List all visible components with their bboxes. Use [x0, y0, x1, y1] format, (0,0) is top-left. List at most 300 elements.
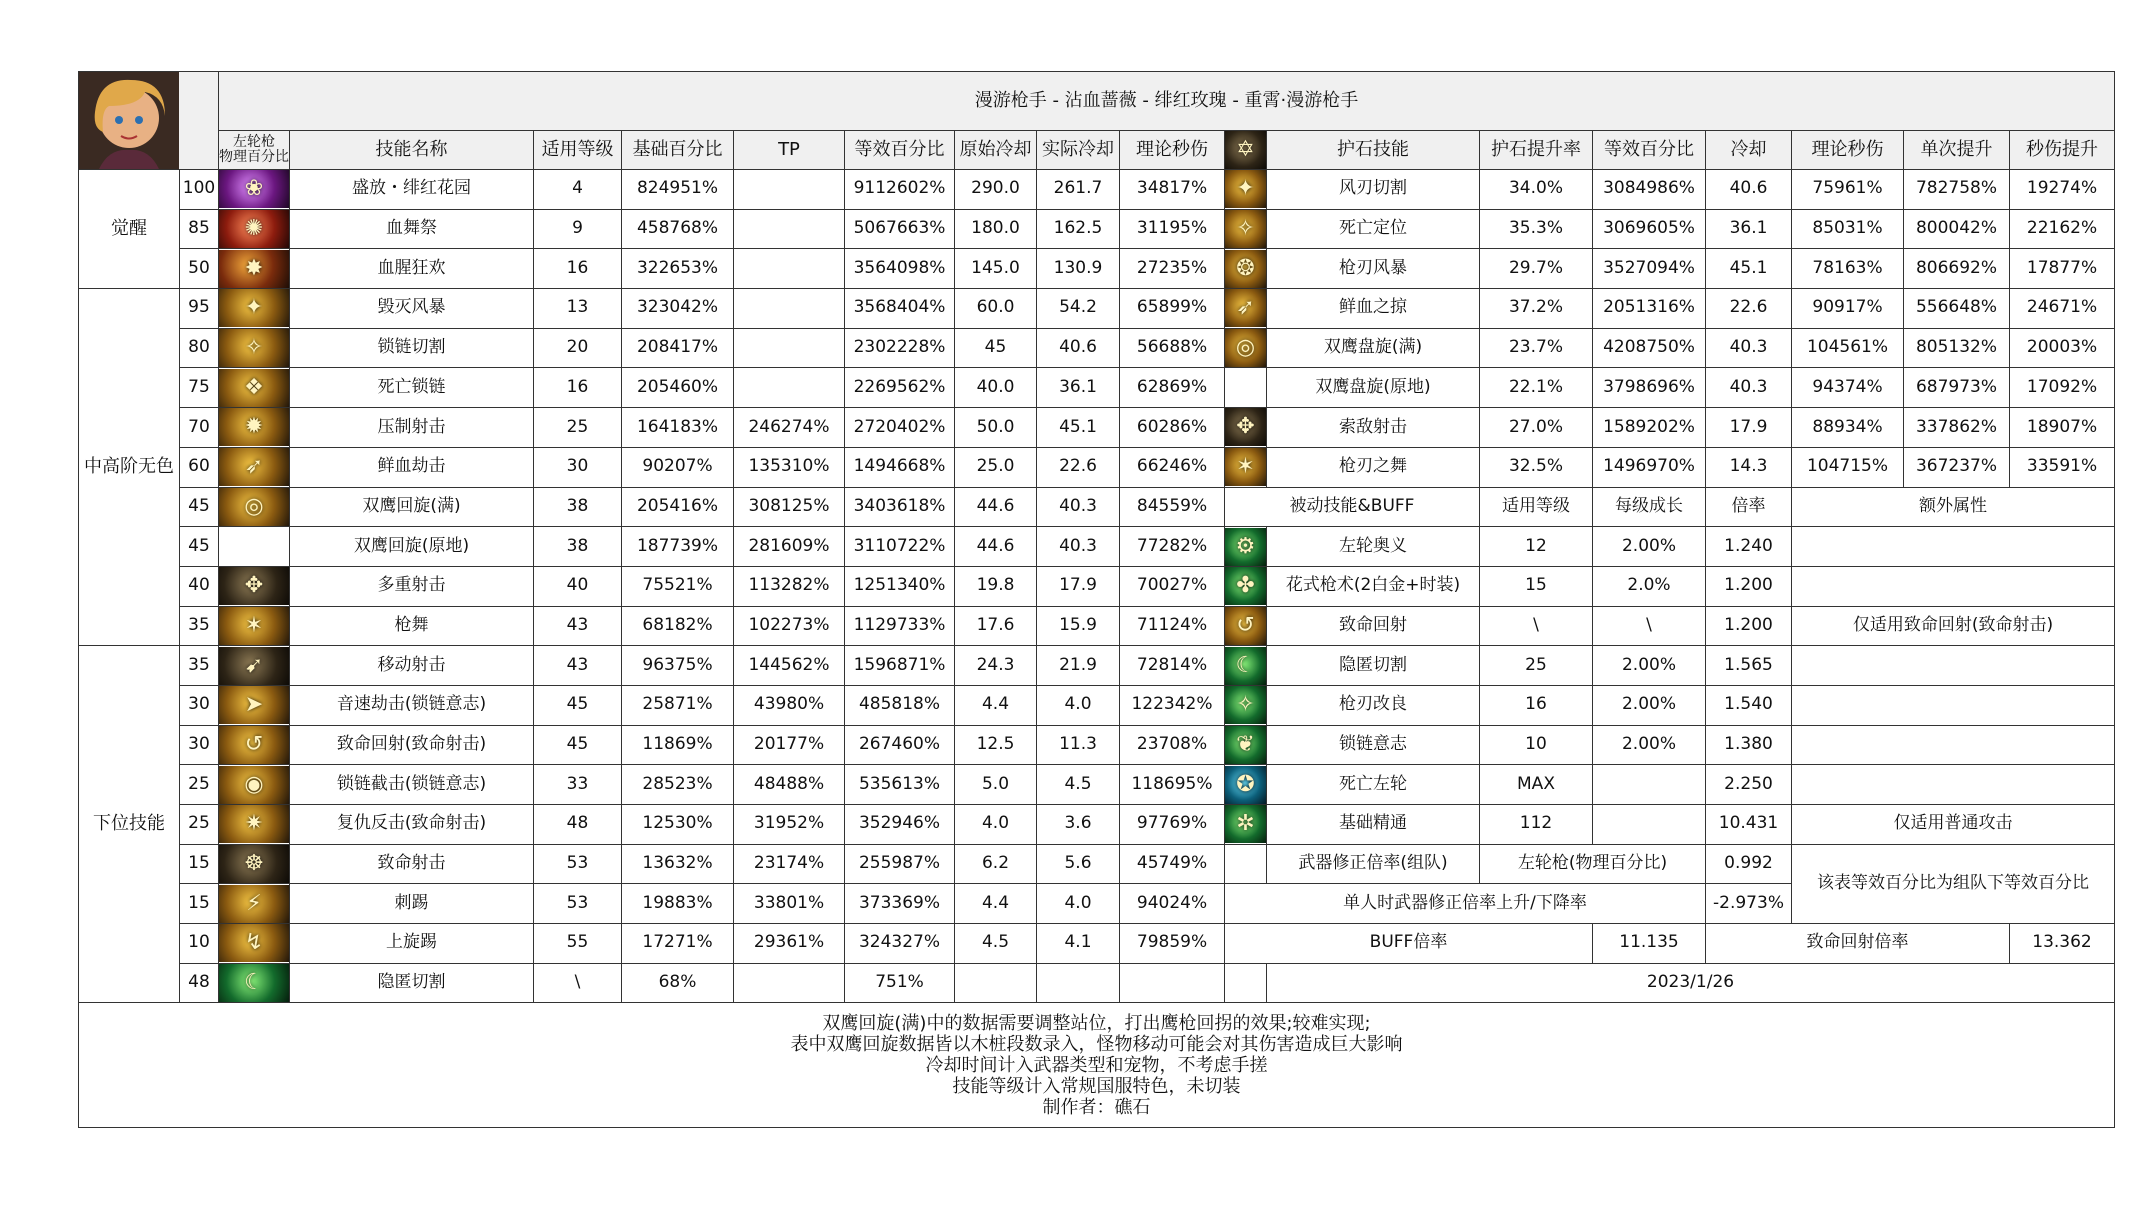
- skill-base-pct: 187739%: [622, 527, 734, 567]
- talisman-equiv: 3069605%: [1593, 209, 1706, 249]
- skill-icon-cell: [219, 566, 290, 606]
- skill-name: 上旋踢: [290, 924, 534, 964]
- skill-orig-cd: 12.5: [955, 725, 1037, 765]
- icon-glyph: ⚙: [1235, 533, 1256, 559]
- skill-orig-cd: 25.0: [955, 447, 1037, 487]
- passive-icon-cell: [1225, 765, 1267, 805]
- icon-glyph: ✥: [244, 573, 264, 599]
- skill-orig-cd: 50.0: [955, 408, 1037, 448]
- passive-mult: 1.565: [1706, 646, 1792, 686]
- icon-glyph: ◎: [244, 493, 264, 519]
- skill-level: 9: [534, 209, 622, 249]
- skill-dps: 34817%: [1120, 170, 1225, 210]
- blade-wind-cut-icon: [1225, 170, 1266, 208]
- table-row: [79, 765, 2115, 805]
- passive-growth: 2.00%: [1593, 527, 1706, 567]
- icon-glyph: ✸: [244, 255, 264, 281]
- passive-mult: 10.431: [1706, 805, 1792, 845]
- skill-base-pct: 205460%: [622, 368, 734, 408]
- skill-orig-cd: 4.0: [955, 805, 1037, 845]
- rising-kick-icon: [219, 924, 289, 962]
- skill-tp: 144562%: [734, 646, 845, 686]
- icon-glyph: ✷: [244, 811, 264, 837]
- icon-glyph: ↺: [244, 731, 264, 757]
- skill-base-pct: 164183%: [622, 408, 734, 448]
- skill-icon-cell: [219, 249, 290, 289]
- destruction-storm-icon: [219, 289, 289, 327]
- talisman-cd: 40.6: [1706, 170, 1792, 210]
- twin-eagle-full-icon: [219, 488, 289, 526]
- passive-mult: 1.240: [1706, 527, 1792, 567]
- twin-eagle-talisman-icon: [1225, 329, 1266, 367]
- icon-glyph: ➶: [244, 454, 264, 480]
- icon-glyph: ❀: [244, 176, 264, 202]
- header-talisman-icon: [1225, 131, 1267, 170]
- hidden-slash-icon: [219, 964, 289, 1002]
- talisman-dps-up: 33591%: [2010, 447, 2115, 487]
- skill-weapon-level: 100: [180, 170, 219, 210]
- skill-tp: [734, 249, 845, 289]
- passive-header-extra: 额外属性: [1792, 487, 2115, 527]
- passive-mult: 1.200: [1706, 606, 1792, 646]
- header-weapon-pct: [219, 131, 290, 170]
- skill-equiv-pct: 535613%: [845, 765, 955, 805]
- talisman-single: 806692%: [1904, 249, 2010, 289]
- talisman-dps: 75961%: [1792, 170, 1904, 210]
- skill-weapon-level: 45: [180, 527, 219, 567]
- empty-icon-cell: [1225, 844, 1267, 884]
- skill-icon-cell: [219, 289, 290, 329]
- icon-glyph: ✲: [1236, 811, 1255, 837]
- talisman-rate: 37.2%: [1480, 289, 1593, 329]
- skill-icon-cell: [219, 487, 290, 527]
- table-row: [79, 725, 2115, 765]
- skill-real-cd: 15.9: [1037, 606, 1120, 646]
- buff-rate-value: 11.135: [1593, 924, 1706, 964]
- passive-level: 112: [1480, 805, 1593, 845]
- skill-tp: [734, 368, 845, 408]
- passive-header-name: 被动技能&BUFF: [1225, 487, 1480, 527]
- skill-real-cd: 4.0: [1037, 884, 1120, 924]
- skill-weapon-level: 25: [180, 805, 219, 845]
- skill-real-cd: 40.3: [1037, 527, 1120, 567]
- solo-correction-label: 单人时武器修正倍率上升/下降率: [1225, 884, 1706, 924]
- death-locate-icon: [1225, 210, 1266, 248]
- icon-glyph: ✧: [244, 335, 264, 361]
- talisman-single: 687973%: [1904, 368, 2010, 408]
- skill-name: 枪舞: [290, 606, 534, 646]
- skill-weapon-level: 35: [180, 646, 219, 686]
- skill-icon-cell: [219, 527, 290, 567]
- skill-weapon-level: 25: [180, 765, 219, 805]
- table-row: [79, 963, 2115, 1003]
- header-dps: 理论秒伤: [1120, 131, 1225, 170]
- table-row: [79, 209, 2115, 249]
- skill-icon-cell: [219, 884, 290, 924]
- talisman-dps-up: 17092%: [2010, 368, 2115, 408]
- passive-icon-cell: [1225, 566, 1267, 606]
- solo-correction-value: -2.973%: [1706, 884, 1792, 924]
- icon-glyph: ➶: [1236, 295, 1255, 321]
- talisman-dps-up: 22162%: [2010, 209, 2115, 249]
- skill-weapon-level: 48: [180, 963, 219, 1003]
- group-label: 中高阶无色: [79, 289, 180, 646]
- talisman-cd: 40.3: [1706, 368, 1792, 408]
- skill-tp: [734, 209, 845, 249]
- multi-shot-icon: [219, 567, 289, 605]
- talisman-icon-cell: [1225, 368, 1267, 408]
- passive-mult: 2.250: [1706, 765, 1792, 805]
- skill-level: 55: [534, 924, 622, 964]
- skill-name: 双鹰回旋(满): [290, 487, 534, 527]
- table-row: [79, 685, 2115, 725]
- skill-tp: [734, 963, 845, 1003]
- talisman-cd: 17.9: [1706, 408, 1792, 448]
- talisman-dps-up: 17877%: [2010, 249, 2115, 289]
- skill-icon-cell: [219, 963, 290, 1003]
- skill-equiv-pct: 3564098%: [845, 249, 955, 289]
- skill-equiv-pct: 3403618%: [845, 487, 955, 527]
- skill-equiv-pct: 2269562%: [845, 368, 955, 408]
- skill-level: 53: [534, 884, 622, 924]
- skill-dps: 27235%: [1120, 249, 1225, 289]
- skill-real-cd: 5.6: [1037, 844, 1120, 884]
- skill-base-pct: 68182%: [622, 606, 734, 646]
- header-weapon-line2: 物理百分比: [219, 149, 289, 165]
- skill-weapon-level: 15: [180, 884, 219, 924]
- skill-level: 4: [534, 170, 622, 210]
- date-cell: 2023/1/26: [1267, 963, 2115, 1003]
- skill-orig-cd: 17.6: [955, 606, 1037, 646]
- gun-dance-icon: [219, 607, 289, 645]
- weapon-correction-label: 武器修正倍率(组队): [1267, 844, 1480, 884]
- skill-level: 48: [534, 805, 622, 845]
- skill-equiv-pct: 2720402%: [845, 408, 955, 448]
- skill-equiv-pct: 324327%: [845, 924, 955, 964]
- passive-header-mult: 倍率: [1706, 487, 1792, 527]
- skill-tp: 308125%: [734, 487, 845, 527]
- header-equiv-pct: 等效百分比: [845, 131, 955, 170]
- skill-name: 双鹰回旋(原地): [290, 527, 534, 567]
- icon-glyph: ◉: [244, 771, 264, 797]
- skill-orig-cd: 4.4: [955, 685, 1037, 725]
- passive-extra: [1792, 646, 2115, 686]
- passive-growth: 2.00%: [1593, 725, 1706, 765]
- skill-dps: 118695%: [1120, 765, 1225, 805]
- skill-weapon-level: 95: [180, 289, 219, 329]
- passive-growth: [1593, 765, 1706, 805]
- skill-equiv-pct: 3110722%: [845, 527, 955, 567]
- skill-level: 45: [534, 685, 622, 725]
- talisman-equiv: 3084986%: [1593, 170, 1706, 210]
- skill-real-cd: 4.0: [1037, 685, 1120, 725]
- skill-base-pct: 68%: [622, 963, 734, 1003]
- skill-dps: 122342%: [1120, 685, 1225, 725]
- skill-dps: 56688%: [1120, 328, 1225, 368]
- header-talisman-skill: 护石技能: [1267, 131, 1480, 170]
- passive-icon-cell: [1225, 527, 1267, 567]
- note-line: 技能等级计入常规国服特色，未切装: [952, 1075, 1241, 1097]
- skill-dps: 60286%: [1120, 408, 1225, 448]
- skill-real-cd: 21.9: [1037, 646, 1120, 686]
- skill-level: 30: [534, 447, 622, 487]
- skill-real-cd: 4.5: [1037, 765, 1120, 805]
- passive-mult: 1.200: [1706, 566, 1792, 606]
- skill-name: 移动射击: [290, 646, 534, 686]
- icon-glyph: ✧: [1236, 692, 1255, 718]
- table-row: [79, 368, 2115, 408]
- skill-icon-cell: [219, 368, 290, 408]
- skill-tp: 33801%: [734, 884, 845, 924]
- passive-extra: [1792, 765, 2115, 805]
- chain-will-icon: [1225, 726, 1266, 764]
- talisman-equiv: 3527094%: [1593, 249, 1706, 289]
- passive-name: 锁链意志: [1267, 725, 1480, 765]
- passive-growth: 2.00%: [1593, 685, 1706, 725]
- talisman-rate: 29.7%: [1480, 249, 1593, 289]
- skill-tp: 135310%: [734, 447, 845, 487]
- stab-kick-icon: [219, 885, 289, 923]
- skill-level: 20: [534, 328, 622, 368]
- table-row: [79, 170, 2115, 210]
- skill-base-pct: 96375%: [622, 646, 734, 686]
- passive-icon-cell: [1225, 805, 1267, 845]
- skill-level: 33: [534, 765, 622, 805]
- skill-weapon-level: 40: [180, 566, 219, 606]
- table-row: [79, 487, 2115, 527]
- skill-base-pct: 90207%: [622, 447, 734, 487]
- talisman-rate: 22.1%: [1480, 368, 1593, 408]
- note-line: 表中双鹰回旋数据皆以木桩段数录入，怪物移动可能会对其伤害造成巨大影响: [790, 1033, 1403, 1055]
- skill-base-pct: 13632%: [622, 844, 734, 884]
- skill-weapon-level: 60: [180, 447, 219, 487]
- skill-weapon-level: 50: [180, 249, 219, 289]
- fatal-rate-label: 致命回射倍率: [1706, 924, 2010, 964]
- table-row: [79, 606, 2115, 646]
- skill-equiv-pct: 373369%: [845, 884, 955, 924]
- skill-weapon-level: 15: [180, 844, 219, 884]
- skill-level: 16: [534, 249, 622, 289]
- talisman-rate: 27.0%: [1480, 408, 1593, 448]
- revenge-counter-icon: [219, 805, 289, 843]
- skill-orig-cd: 60.0: [955, 289, 1037, 329]
- talisman-cd: 40.3: [1706, 328, 1792, 368]
- weapon-correction-weapon: 左轮枪(物理百分比): [1480, 844, 1706, 884]
- talisman-cd: 45.1: [1706, 249, 1792, 289]
- skill-tp: 20177%: [734, 725, 845, 765]
- skill-icon-cell: [219, 685, 290, 725]
- table-row: [79, 566, 2115, 606]
- skill-dps: 77282%: [1120, 527, 1225, 567]
- skill-real-cd: 11.3: [1037, 725, 1120, 765]
- talisman-single: 337862%: [1904, 408, 2010, 448]
- header-talisman-dps-up: 秒伤提升: [2010, 131, 2115, 170]
- talisman-equiv: 4208750%: [1593, 328, 1706, 368]
- skill-icon-cell: [219, 170, 290, 210]
- skill-real-cd: 40.6: [1037, 328, 1120, 368]
- skill-name: 血舞祭: [290, 209, 534, 249]
- talisman-dps-up: 18907%: [2010, 408, 2115, 448]
- icon-glyph: ↯: [244, 930, 264, 956]
- passive-extra: [1792, 527, 2115, 567]
- skill-real-cd: 36.1: [1037, 368, 1120, 408]
- passive-growth: 2.0%: [1593, 566, 1706, 606]
- skill-data-sheet: [78, 71, 2115, 1128]
- skill-name: 刺踢: [290, 884, 534, 924]
- skill-orig-cd: 19.8: [955, 566, 1037, 606]
- skill-orig-cd: 4.5: [955, 924, 1037, 964]
- skill-dps: 70027%: [1120, 566, 1225, 606]
- skill-orig-cd: 45: [955, 328, 1037, 368]
- icon-glyph: ↺: [1236, 612, 1255, 638]
- passive-name: 致命回射: [1267, 606, 1480, 646]
- talisman-dps: 104561%: [1792, 328, 1904, 368]
- skill-dps: 45749%: [1120, 844, 1225, 884]
- moving-shot-icon: [219, 647, 289, 685]
- skill-level: 45: [534, 725, 622, 765]
- talisman-cd: 22.6: [1706, 289, 1792, 329]
- note-line: 制作者：礁石: [1042, 1096, 1151, 1118]
- talisman-equiv: 2051316%: [1593, 289, 1706, 329]
- empty-icon-cell: [1225, 963, 1267, 1003]
- skill-dps: 84559%: [1120, 487, 1225, 527]
- skill-weapon-level: 30: [180, 725, 219, 765]
- passive-name: 隐匿切割: [1267, 646, 1480, 686]
- skill-base-pct: 19883%: [622, 884, 734, 924]
- passive-header-level: 适用等级: [1480, 487, 1593, 527]
- talisman-name: 风刃切割: [1267, 170, 1480, 210]
- skill-name: 多重射击: [290, 566, 534, 606]
- fatal-return-passive-icon: [1225, 607, 1266, 645]
- skill-real-cd: [1037, 963, 1120, 1003]
- revolver-mastery-icon: [1225, 528, 1266, 566]
- skill-equiv-pct: 751%: [845, 963, 955, 1003]
- skill-level: 25: [534, 408, 622, 448]
- skill-weapon-level: 70: [180, 408, 219, 448]
- icon-glyph: ✹: [244, 414, 264, 440]
- skill-icon-cell: [219, 447, 290, 487]
- skill-real-cd: 40.3: [1037, 487, 1120, 527]
- talisman-name: 死亡定位: [1267, 209, 1480, 249]
- passive-icon-cell: [1225, 685, 1267, 725]
- fatal-shot-icon: [219, 845, 289, 883]
- skill-name: 隐匿切割: [290, 963, 534, 1003]
- table-row: [79, 527, 2115, 567]
- passive-extra: [1792, 685, 2115, 725]
- skill-real-cd: 261.7: [1037, 170, 1120, 210]
- table-row: [79, 249, 2115, 289]
- skill-weapon-level: 85: [180, 209, 219, 249]
- talisman-equiv: 1589202%: [1593, 408, 1706, 448]
- icon-glyph: ✧: [1236, 216, 1255, 242]
- passive-growth: \: [1593, 606, 1706, 646]
- skill-name: 鲜血劫击: [290, 447, 534, 487]
- skill-tp: 48488%: [734, 765, 845, 805]
- talisman-rate: 34.0%: [1480, 170, 1593, 210]
- skill-icon-cell: [219, 844, 290, 884]
- portrait-image: [79, 72, 179, 169]
- skill-name: 毁灭风暴: [290, 289, 534, 329]
- passive-level: 25: [1480, 646, 1593, 686]
- skill-name: 血腥狂欢: [290, 249, 534, 289]
- skill-icon-cell: [219, 606, 290, 646]
- header-tp: TP: [734, 131, 845, 170]
- skill-dps: 72814%: [1120, 646, 1225, 686]
- skill-name: 复仇反击(致命射击): [290, 805, 534, 845]
- skill-name: 死亡锁链: [290, 368, 534, 408]
- icon-glyph: ✦: [244, 295, 264, 321]
- skill-orig-cd: 44.6: [955, 487, 1037, 527]
- talisman-dps: 94374%: [1792, 368, 1904, 408]
- skill-tp: [734, 328, 845, 368]
- skill-base-pct: 322653%: [622, 249, 734, 289]
- talisman-name: 双鹰盘旋(满): [1267, 328, 1480, 368]
- skill-equiv-pct: 1494668%: [845, 447, 955, 487]
- notes-block: [79, 1003, 2115, 1128]
- character-portrait: [79, 72, 219, 170]
- skill-equiv-pct: 352946%: [845, 805, 955, 845]
- group-label: 下位技能: [79, 646, 180, 1003]
- table-row: [79, 844, 2115, 884]
- talisman-rate: 32.5%: [1480, 447, 1593, 487]
- talisman-dps: 90917%: [1792, 289, 1904, 329]
- seek-shot-icon: [1225, 408, 1266, 446]
- skill-icon-cell: [219, 408, 290, 448]
- icon-glyph: ✥: [1236, 414, 1255, 440]
- fatal-rate-value: 13.362: [2010, 924, 2115, 964]
- talisman-dps: 88934%: [1792, 408, 1904, 448]
- skill-weapon-level: 75: [180, 368, 219, 408]
- skill-dps: 71124%: [1120, 606, 1225, 646]
- table-row: [79, 328, 2115, 368]
- death-revolver-icon: [1225, 766, 1266, 804]
- header-talisman-dps: 理论秒伤: [1792, 131, 1904, 170]
- skill-dps: 79859%: [1120, 924, 1225, 964]
- suppress-shot-icon: [219, 408, 289, 446]
- passive-growth: [1593, 805, 1706, 845]
- skill-tp: 102273%: [734, 606, 845, 646]
- passive-extra: 仅适用普通攻击: [1792, 805, 2115, 845]
- fatal-return-icon: [219, 726, 289, 764]
- header-orig-cd: 原始冷却: [955, 131, 1037, 170]
- icon-glyph: ❖: [244, 374, 264, 400]
- talisman-name: 枪刃之舞: [1267, 447, 1480, 487]
- icon-glyph: ✦: [1236, 176, 1255, 202]
- passive-level: 16: [1480, 685, 1593, 725]
- skill-weapon-level: 35: [180, 606, 219, 646]
- skill-base-pct: 12530%: [622, 805, 734, 845]
- skill-weapon-level: 10: [180, 924, 219, 964]
- passive-growth: 2.00%: [1593, 646, 1706, 686]
- skill-dps: 66246%: [1120, 447, 1225, 487]
- skill-orig-cd: 4.4: [955, 884, 1037, 924]
- skill-weapon-level: 45: [180, 487, 219, 527]
- skill-tp: 281609%: [734, 527, 845, 567]
- header-talisman-single: 单次提升: [1904, 131, 2010, 170]
- skill-equiv-pct: 1129733%: [845, 606, 955, 646]
- passive-level: 10: [1480, 725, 1593, 765]
- header-talisman-cd: 冷却: [1706, 131, 1792, 170]
- talisman-dps: 85031%: [1792, 209, 1904, 249]
- blood-dance-icon: [219, 210, 289, 248]
- note-line: 双鹰回旋(满)中的数据需要调整站位，打出鹰枪回拐的效果;较难实现;: [822, 1012, 1371, 1034]
- talisman-rate: 35.3%: [1480, 209, 1593, 249]
- header-level: 适用等级: [534, 131, 622, 170]
- skill-tp: [734, 170, 845, 210]
- passive-icon-cell: [1225, 606, 1267, 646]
- passive-extra: [1792, 725, 2115, 765]
- skill-equiv-pct: 5067663%: [845, 209, 955, 249]
